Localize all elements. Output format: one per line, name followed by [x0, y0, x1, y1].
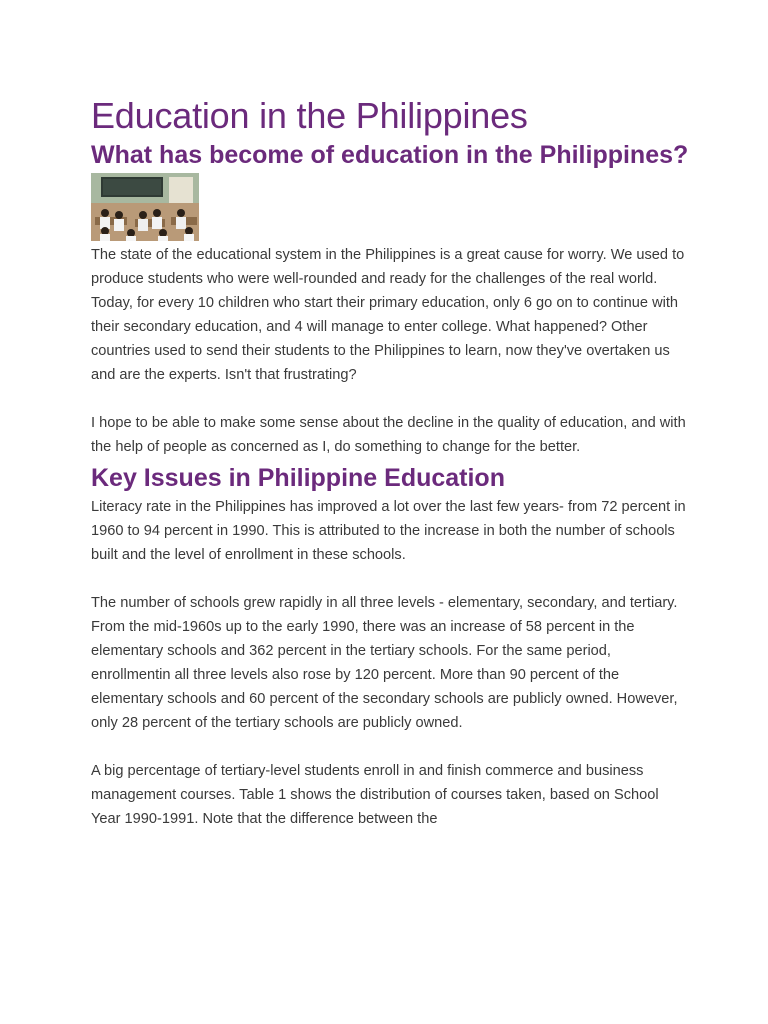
classroom-photo-icon: [91, 173, 199, 241]
key-issues-section: [91, 495, 691, 831]
intro-section: [91, 243, 691, 459]
article-subtitle: What has become of education in the Philippines?: [91, 141, 689, 169]
section-paragraph: A big percentage of tertiary-level students enroll in and finish commerce and business management courses. Table 1 shows the distribution of courses taken, based on School Year 1990-1991. Note that the difference between the: [91, 763, 659, 827]
section-heading: Key Issues in Philippine Education: [91, 464, 505, 492]
section-paragraph: Literacy rate in the Philippines has improved a lot over the last few years- from 72 percent in 1960 to 94 percent in 1990. This is attributed to the increase in both the number of schools built and the level of enrollment in these schools.: [91, 499, 686, 563]
article: [91, 94, 691, 831]
page-title: Education in the Philippines: [91, 95, 528, 136]
section-paragraph: The number of schools grew rapidly in all three levels - elementary, secondary, and tertiary. From the mid-1960s up to the early 1990, there was an increase of 58 percent in the elementary schools and 362 percent in the tertiary schools. For the same period, enrollmentin all three levels also rose by 120 percent. More than 90 percent of the elementary schools and 60 percent of the secondary schools are publicly owned. However, only 28 percent of the tertiary schools are publicly owned.: [91, 595, 678, 731]
intro-paragraph: The state of the educational system in the Philippines is a great cause for worry. We used to produce students who were well-rounded and ready for the challenges of the real world. Today, for every 10 children who start their primary education, only 6 go on to continue with their secondary education, and 4 will manage to enter college. What happened? Other countries used to send their students to the Philippines to learn, now they've overtaken us and are the experts. Isn't that frustrating?: [91, 247, 685, 383]
intro-paragraph: I hope to be able to make some sense about the decline in the quality of education, and with the help of people as concerned as I, do something to change for the better.: [91, 415, 686, 455]
